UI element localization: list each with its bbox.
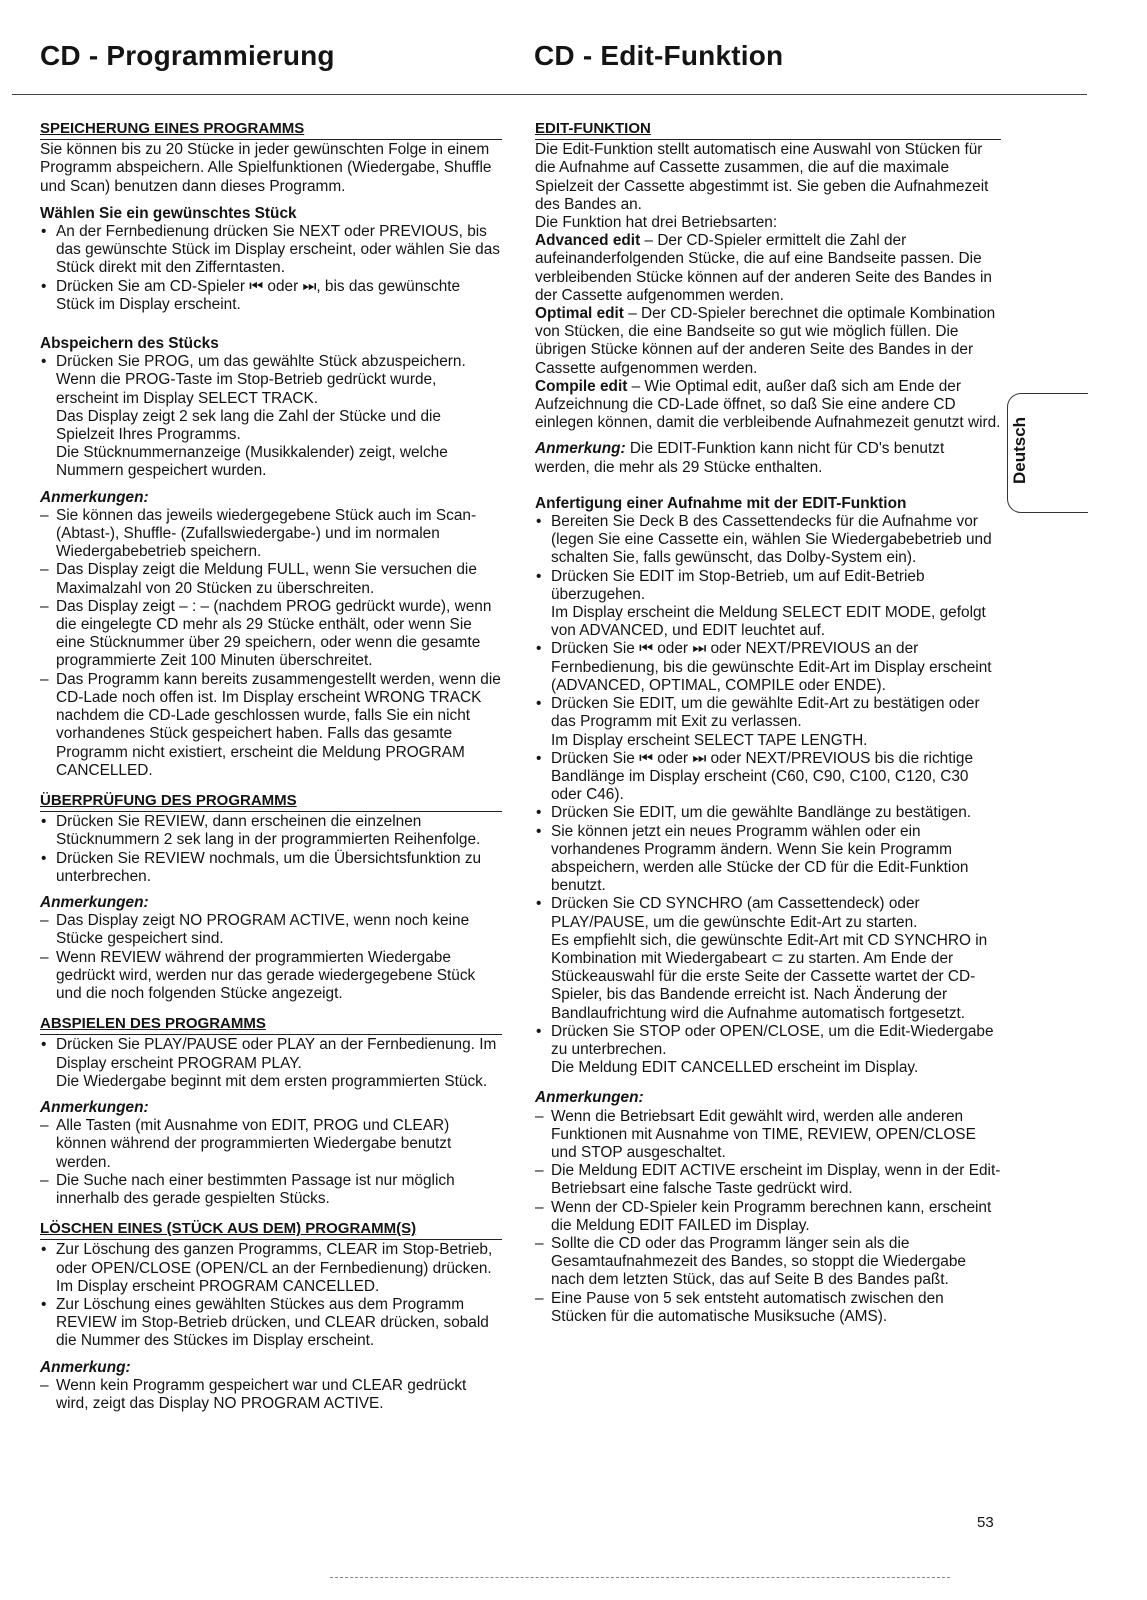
edit-note	[535, 440, 1001, 476]
note-item: – Das Display zeigt NO PROGRAM ACTIVE, wenn noch keine Stücke gespeichert sind.	[40, 912, 502, 948]
note-text: Die EDIT-Funktion kann nicht für CD's benutzt werden, die mehr als 29 Stücke enthalten.	[535, 440, 945, 476]
notes-heading: Anmerkungen:	[40, 1098, 149, 1116]
bullet-item: • An der Fernbedienung drücken Sie NEXT oder PREVIOUS, bis das gewünschte Stück im Display erscheint, oder wählen Sie das Stück direkt mit den Zifferntasten.	[40, 223, 502, 278]
note-item: – Alle Tasten (mit Ausnahme von EDIT, PROG und CLEAR) können während der programmierten Wiedergabe benutzt werden.	[40, 1117, 502, 1172]
bullet-continuation: Das Display zeigt 2 sek lang die Zahl der Stücke und die Spielzeit Ihres Programms.	[56, 407, 441, 444]
section-title: EDIT-FUNKTION	[535, 120, 1001, 140]
section-speicherung	[40, 120, 502, 780]
section-aufnahme	[535, 495, 1001, 1326]
bullet-continuation: Im Display erscheint SELECT TAPE LENGTH.	[551, 731, 868, 749]
header-divider	[12, 94, 1087, 95]
notes-heading: Anmerkungen:	[40, 488, 149, 506]
notes-heading: Anmerkungen:	[535, 1089, 644, 1107]
section-title: LÖSCHEN EINES (STÜCK AUS DEM) PROGRAMM(S)	[40, 1220, 502, 1240]
mode-text: – Der CD-Spieler berechnet die optimale Kombination von Stücken, die eine Bandseite so gut wie möglich füllen. Die übrigen Stücke können auf der anderen Seite des Bandes in der Cassette aufgenommen werden.	[535, 305, 996, 377]
bullet-item: • Drücken Sie CD SYNCHRO (am Cassettendeck) oder PLAY/PAUSE, um die gewünschte Edit-Art zu starten.	[535, 895, 1001, 931]
bullet-continuation: Im Display erscheint PROGRAM CANCELLED.	[56, 1277, 380, 1295]
bullet-continuation: Die Meldung EDIT CANCELLED erscheint im Display.	[551, 1059, 919, 1077]
section-ueberpruefung	[40, 792, 502, 1003]
paragraph: Die Funktion hat drei Betriebsarten:	[535, 214, 778, 232]
bullet-item: • Drücken Sie EDIT, um die gewählte Edit-Art zu bestätigen oder das Programm mit Exit zu verlassen.	[535, 695, 1001, 731]
bullet-item: • Zur Löschung eines gewählten Stückes aus dem Programm REVIEW im Stop-Betrieb drücken, und CLEAR drücken, sobald die Nummer des Stückes im Display erscheint.	[40, 1296, 502, 1351]
page-title-right: CD - Edit-Funktion	[534, 40, 784, 71]
bullet-continuation: Im Display erscheint die Meldung SELECT EDIT MODE, gefolgt von ADVANCED, und EDIT leuchtet auf.	[551, 604, 986, 640]
note-item: – Die Suche nach einer bestimmten Passage ist nur möglich innerhalb des gerade gespielten Stücks.	[40, 1172, 502, 1208]
bullet-item: • Drücken Sie ⏮ oder ⏭ oder NEXT/PREVIOUS an der Fernbedienung, bis die gewünschte Edit-Art im Display erscheint (ADVANCED, OPTIMAL, COMPILE oder ENDE).	[535, 640, 1001, 695]
mode-optimal	[535, 305, 1001, 378]
note-item: – Wenn kein Programm gespeichert war und CLEAR gedrückt wird, zeigt das Display NO PROGRAM ACTIVE.	[40, 1377, 502, 1413]
footer-divider	[330, 1577, 950, 1578]
bullet-item: • Drücken Sie am CD-Spieler ⏮ oder ⏭, bis das gewünschte Stück im Display erscheint.	[40, 278, 502, 314]
paragraph: Sie können bis zu 20 Stücke in jeder gewünschten Folge in einem Programm abspeichern. Alle Spielfunktionen (Wiedergabe, Shuffle und Scan) benutzen dann dieses Programm.	[40, 141, 492, 195]
bullet-item: • Bereiten Sie Deck B des Cassettendecks für die Aufnahme vor (legen Sie eine Cassette ein, wählen Sie Wiedergabebetrieb und schalten Sie, falls gewünscht, das Dolby-System ein).	[535, 513, 1001, 568]
mode-term: Optimal edit	[535, 305, 624, 323]
note-item: – Das Display zeigt – : – (nachdem PROG gedrückt wurde), wenn die eingelegte CD mehr als 29 Stücke enthält, oder wenn Sie eine Stücknummer über 29 speichern, oder wenn die gesamte programmierte Zeit 100 Minuten überschreitet.	[40, 598, 502, 671]
note-item: – Wenn die Betriebsart Edit gewählt wird, werden alle anderen Funktionen mit Ausnahme von TIME, REVIEW, OPEN/CLOSE und STOP ausgeschaltet.	[535, 1108, 1001, 1163]
bullet-item: • Drücken Sie REVIEW nochmals, um die Übersichtsfunktion zu unterbrechen.	[40, 850, 502, 886]
bullet-item: • Drücken Sie PROG, um das gewählte Stück abzuspeichern. Wenn die PROG-Taste im Stop-Betrieb gedrückt wurde, erscheint im Display SELECT TRACK.	[40, 353, 502, 408]
bullet-continuation: Es empfiehlt sich, die gewünschte Edit-Art mit CD SYNCHRO in Kombination mit Wiedergabeart ⊂ zu starten. Am Ende der Stückeauswahl für die erste Seite der Cassette wartet der CD-Spieler, bis das Bandende erreicht ist. Nach Änderung der Bandlaufrichtung wird die Aufnahme automatisch fortgesetzt.	[551, 931, 988, 1022]
paragraph: Die Edit-Funktion stellt automatisch eine Auswahl von Stücken für die Aufnahme auf Cassette zusammen, die auf die maximale Spielzeit der Cassette abgestimmt ist. Sie geben die Aufnahmezeit des Bandes an.	[535, 141, 989, 213]
note-item: – Eine Pause von 5 sek entsteht automatisch zwischen den Stücken für die automatische Musiksuche (AMS).	[535, 1290, 1001, 1326]
mode-advanced	[535, 232, 1001, 305]
note-term: Anmerkung:	[535, 440, 626, 458]
mode-compile	[535, 378, 1001, 433]
section-abspielen	[40, 1015, 502, 1208]
note-item: – Wenn REVIEW während der programmierten Wiedergabe gedrückt wird, werden nur das gerade wiedergegebene Stück und die noch folgenden Stücke angezeigt.	[40, 949, 502, 1004]
note-item: – Sollte die CD oder das Programm länger sein als die Gesamtaufnahmezeit des Bandes, so stoppt die Wiedergabe nach dem letzten Stück, das auf Seite B des Bandes paßt.	[535, 1235, 1001, 1290]
note-item: – Sie können das jeweils wiedergegebene Stück auch im Scan- (Abtast-), Shuffle- (Zufallswiedergabe-) und im normalen Wiedergabebetrieb speichern.	[40, 507, 502, 562]
bullet-item: • Drücken Sie EDIT, um die gewählte Bandlänge zu bestätigen.	[535, 804, 1001, 822]
notes-heading: Anmerkungen:	[40, 893, 149, 911]
note-item: – Die Meldung EDIT ACTIVE erscheint im Display, wenn in der Edit-Betriebsart eine falsche Taste gedrückt wird.	[535, 1162, 1001, 1198]
section-edit-funktion	[535, 120, 1001, 477]
bullet-item: • Zur Löschung des ganzen Programms, CLEAR im Stop-Betrieb, oder OPEN/CLOSE (OPEN/CL an der Fernbedienung) drücken.	[40, 1241, 502, 1277]
section-title: ÜBERPRÜFUNG DES PROGRAMMS	[40, 792, 502, 812]
section-title: SPEICHERUNG EINES PROGRAMMS	[40, 120, 502, 140]
subheading: Wählen Sie ein gewünschtes Stück	[40, 204, 297, 222]
page-number: 53	[977, 1514, 994, 1531]
bullet-item: • Drücken Sie PLAY/PAUSE oder PLAY an der Fernbedienung. Im Display erscheint PROGRAM PLAY.	[40, 1036, 502, 1072]
bullet-item: • Sie können jetzt ein neues Programm wählen oder ein vorhandenes Programm ändern. Wenn Sie kein Programm abspeichern, werden alle Stücke der CD für die Edit-Funktion benutzt.	[535, 823, 1001, 896]
bullet-item: • Drücken Sie REVIEW, dann erscheinen die einzelnen Stücknummern 2 sek lang in der programmierten Reihenfolge.	[40, 813, 502, 849]
mode-text: – Wie Optimal edit, außer daß sich am Ende der Aufzeichnung die CD-Lade öffnet, so daß Sie eine andere CD einlegen können, damit die verbleibende Aufnahmezeit genutzt wird.	[535, 377, 1001, 432]
section-title: ABSPIELEN DES PROGRAMMS	[40, 1015, 502, 1035]
bullet-item: • Drücken Sie STOP oder OPEN/CLOSE, um die Edit-Wiedergabe zu unterbrechen.	[535, 1023, 1001, 1059]
bullet-continuation: Die Stücknummernanzeige (Musikkalender) zeigt, welche Nummern gespeichert wurden.	[56, 444, 448, 480]
mode-term: Advanced edit	[535, 232, 641, 250]
language-tab-label: Deutsch	[1010, 416, 1029, 484]
subheading: Anfertigung einer Aufnahme mit der EDIT-Funktion	[535, 494, 907, 512]
note-item: – Das Programm kann bereits zusammengestellt werden, wenn die CD-Lade noch offen ist. Im Display erscheint WRONG TRACK nachdem die CD-Lade geschlossen wurde, falls Sie ein nicht vorhandenes Stück gespeichert haben. Falls das gesamte Programm nicht existiert, erscheint die Meldung PROGRAM CANCELLED.	[40, 671, 502, 780]
bullet-continuation: Die Wiedergabe beginnt mit dem ersten programmierten Stück.	[56, 1072, 488, 1090]
section-loeschen	[40, 1220, 502, 1413]
subheading: Abspeichern des Stücks	[40, 335, 219, 353]
notes-heading: Anmerkung:	[40, 1358, 131, 1376]
bullet-item: • Drücken Sie ⏮ oder ⏭ oder NEXT/PREVIOUS bis die richtige Bandlänge im Display erscheint (C60, C90, C100, C120, C30 oder C46).	[535, 750, 1001, 805]
right-column	[535, 120, 1001, 1338]
note-item: – Wenn der CD-Spieler kein Programm berechnen kann, erscheint die Meldung EDIT FAILED im Display.	[535, 1199, 1001, 1235]
mode-term: Compile edit	[535, 377, 628, 395]
bullet-item: • Drücken Sie EDIT im Stop-Betrieb, um auf Edit-Betrieb überzugehen.	[535, 568, 1001, 604]
page-title-left: CD - Programmierung	[40, 40, 335, 71]
mode-text: – Der CD-Spieler ermittelt die Zahl der aufeinanderfolgenden Stücke, die auf eine Bandseite passen. Die verbleibenden Stücke können auf der anderen Seite des Bandes in der Cassette aufgenommen werden.	[535, 232, 992, 304]
left-column	[40, 120, 502, 1425]
note-item: – Das Display zeigt die Meldung FULL, wenn Sie versuchen die Maximalzahl von 20 Stücken zu überschreiten.	[40, 561, 502, 597]
